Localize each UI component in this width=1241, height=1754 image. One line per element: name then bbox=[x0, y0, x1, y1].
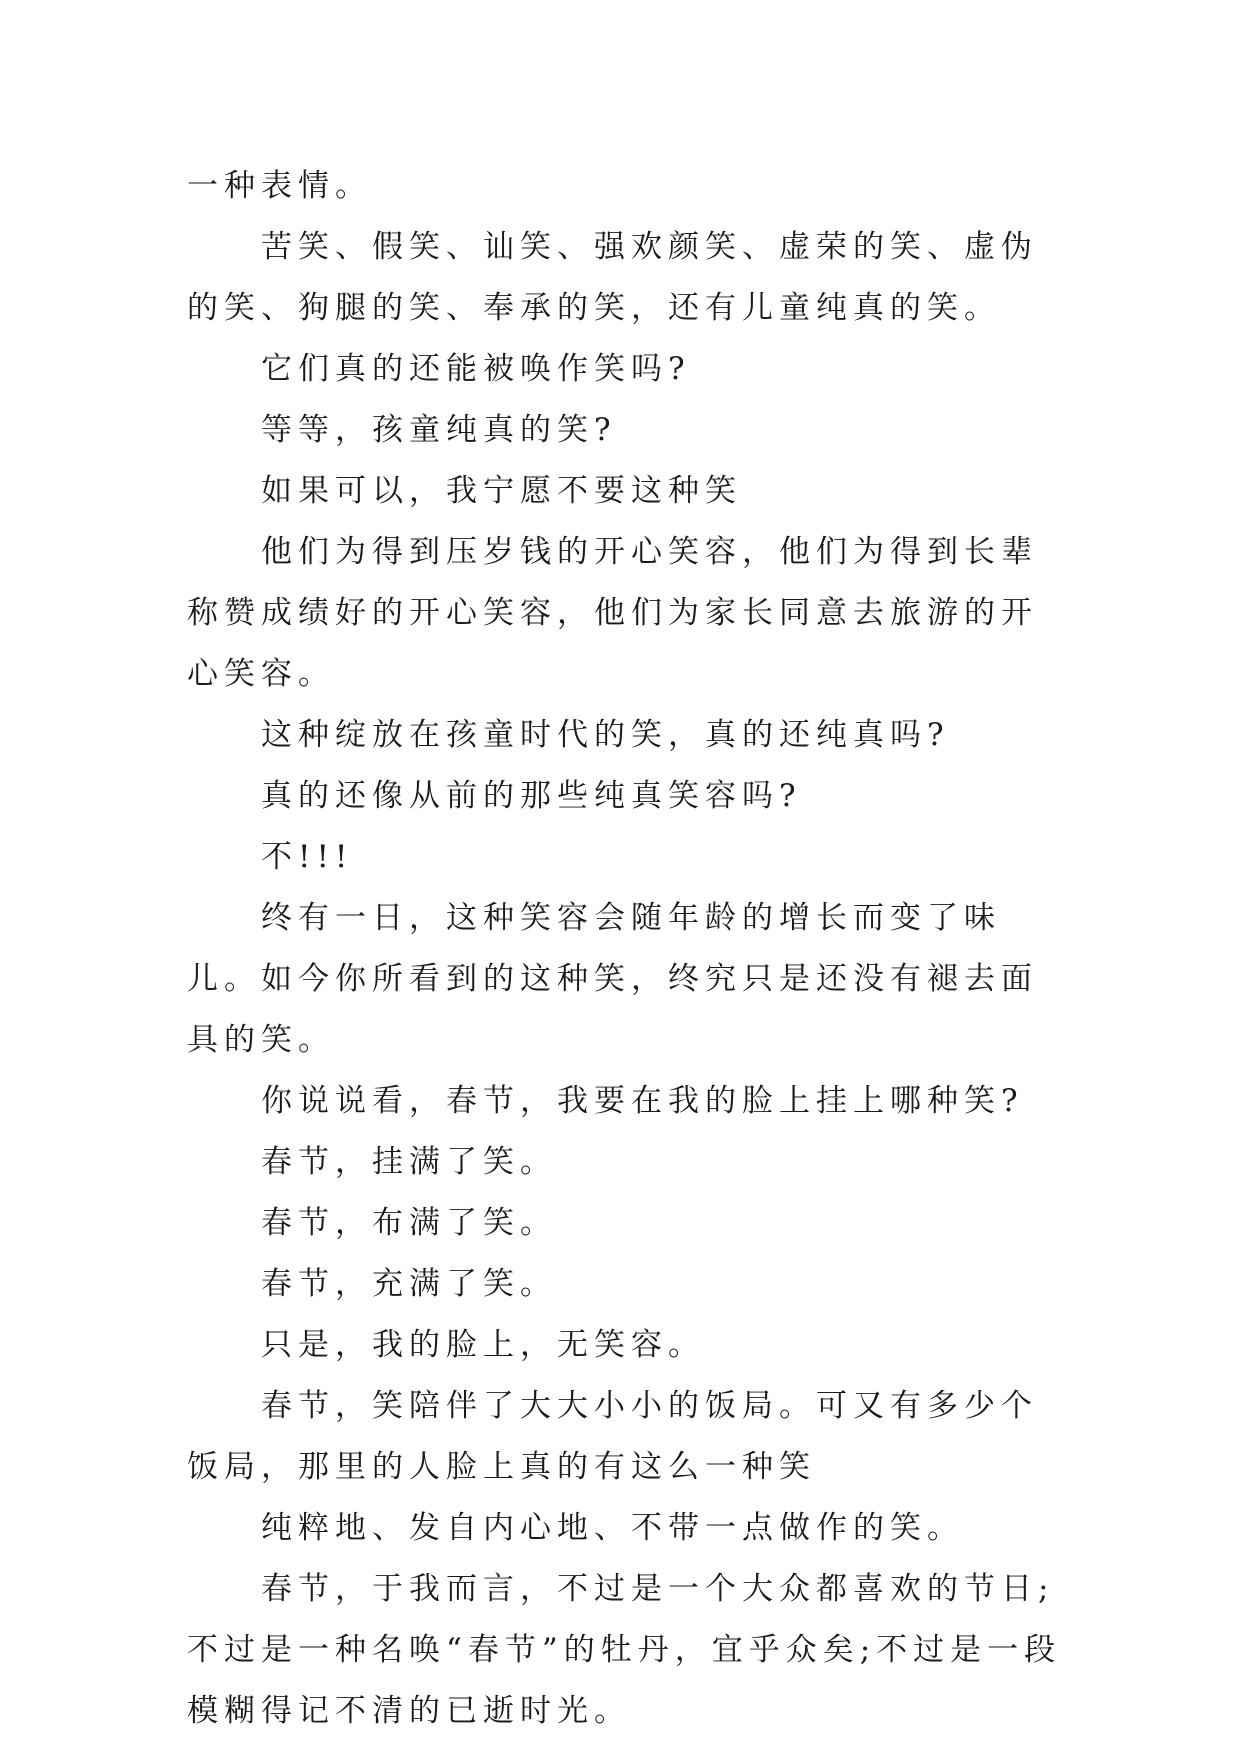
paragraph-15: 只是，我的脸上，无笑容。 bbox=[261, 1327, 705, 1363]
document-body bbox=[187, 156, 1067, 1742]
paragraph-12: 春节，挂满了笑。 bbox=[261, 1144, 557, 1180]
paragraph-16: 春节，笑陪伴了大大小小的饭局。可又有多少个饭局，那里的人脸上真的有这么一种笑 bbox=[187, 1388, 1038, 1485]
paragraph-10: 终有一日，这种笑容会随年龄的增长而变了味儿。如今你所看到的这种笑，终究只是还没有褪去面具的笑。 bbox=[187, 900, 1038, 1058]
paragraph-6: 他们为得到压岁钱的开心笑容，他们为得到长辈称赞成绩好的开心笑容，他们为家长同意去旅游的开心笑容。 bbox=[187, 534, 1038, 692]
paragraph-14: 春节，充满了笑。 bbox=[261, 1266, 557, 1302]
paragraph-13: 春节，布满了笑。 bbox=[261, 1205, 557, 1241]
paragraph-1: 一种表情。 bbox=[187, 168, 372, 204]
paragraph-11: 你说说看，春节，我要在我的脸上挂上哪种笑? bbox=[261, 1083, 1024, 1119]
paragraph-3: 它们真的还能被唤作笑吗? bbox=[261, 351, 691, 387]
paragraph-7: 这种绽放在孩童时代的笑，真的还纯真吗? bbox=[261, 717, 950, 753]
paragraph-5: 如果可以，我宁愿不要这种笑 bbox=[261, 473, 742, 509]
paragraph-17: 纯粹地、发自内心地、不带一点做作的笑。 bbox=[261, 1510, 964, 1546]
paragraph-8: 真的还像从前的那些纯真笑容吗? bbox=[261, 778, 802, 814]
paragraph-2: 苦笑、假笑、讪笑、强欢颜笑、虚荣的笑、虚伪的笑、狗腿的笑、奉承的笑，还有儿童纯真的笑。 bbox=[187, 229, 1038, 326]
paragraph-4: 等等，孩童纯真的笑? bbox=[261, 412, 617, 448]
paragraph-9: 不!!! bbox=[261, 839, 354, 875]
paragraph-18: 春节，于我而言，不过是一个大众都喜欢的节日;不过是一种名唤“春节”的牡丹，宜乎众矣;不过是一段模糊得记不清的已逝时光。 bbox=[187, 1571, 1062, 1729]
